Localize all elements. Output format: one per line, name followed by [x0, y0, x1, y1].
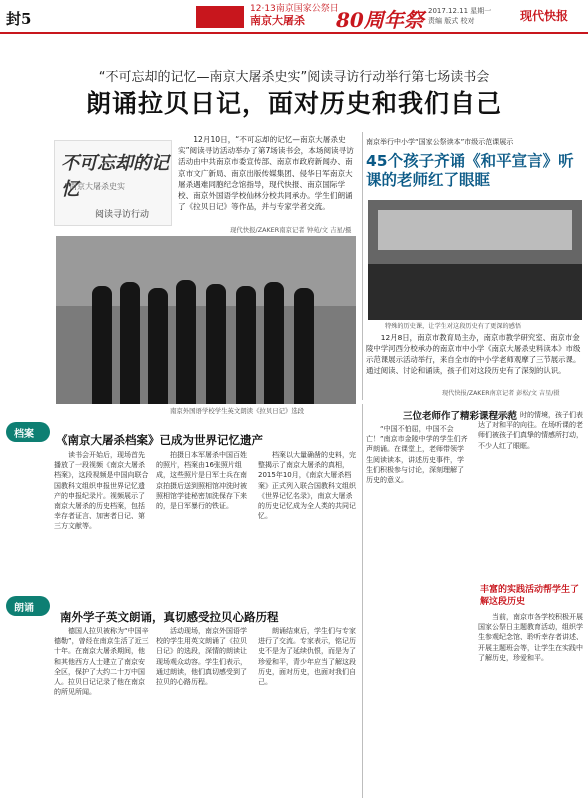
right-column-a: 平宣言》时的情境，孩子们表达了对和平的向往。在场听课的老师们被孩子们真挚的情感所打动，不少人红了眼眶。	[478, 411, 583, 450]
classroom-photo	[368, 200, 582, 320]
section-label: 12·13南京国家公祭日 南京大屠杀	[250, 4, 339, 27]
reading-column-3: 朗诵结束后，学生们与专家进行了交流。专家表示，铭记历史不是为了延续仇恨，而是为了珍爱和平，青少年应当了解这段历史，面对历史，也面对我们自己。	[258, 627, 356, 687]
article-headline: 朗诵拉贝日记，面对历史和我们自己	[85, 89, 502, 118]
column-divider	[362, 132, 363, 400]
teacher-demo-title: 三位老师作了精彩课程示范	[402, 411, 517, 422]
event-logo: 不可忘却的记忆 南京大屠杀史实 阅读寻访行动	[54, 140, 172, 226]
reading-column-1: 德国人拉贝被称为“中国辛德勒”，曾经在南京生活了近三十年。在南京大屠杀期间，他和其他西方人士建立了南京安全区，保护了大约二十万中国人。拉贝日记记录了他在南京的所见所闻。	[54, 627, 149, 697]
issue-date: 2017.12.11 星期一 责编 版式 校对	[428, 7, 492, 25]
practice-subhead: 丰富的实践活动帮学生了解这段历史	[480, 585, 580, 607]
reading-column-2: 活动现场，南京外国语学校的学生用英文朗诵了《拉贝日记》的选段，深情的朗读让现场观众动容。学生们表示，通过朗读，他们真切感受到了拉贝的心路历程。	[156, 627, 247, 687]
byline: 现代快报/ZAKER南京记者 钟苑/文 吉星/摄	[230, 226, 352, 234]
section-reading-title: 南外学子英文朗诵，真切感受拉贝心路历程	[60, 610, 279, 624]
related-headline: 45个孩子齐诵《和平宣言》听课的老师红了眼眶	[366, 152, 574, 189]
article-kicker: “不可忘却的记忆—南京大屠杀史实”阅读寻访行动举行第七场读书会	[98, 70, 490, 85]
section-tag-reading: 朗诵	[6, 596, 50, 616]
related-body: 12月8日，南京市教育局主办，南京市教学研究室、南京市金陵中学河西分校承办的南京市中小学《南京大屠杀史料读本》市级示范课展示活动举行，来自全市的中小学老师观摩了三节展示课。通过阅读、讨论和诵读，孩子们对这段历史有了深刻的认识。	[366, 333, 581, 375]
page-header	[0, 0, 588, 34]
related-subtitle: 南京举行中小学“国家公祭读本”市级示范课展示	[366, 138, 514, 146]
commemoration-badge	[196, 6, 244, 28]
section-tag-archive: 档案	[6, 422, 50, 442]
lead-paragraph: 12月10日，“不可忘却的记忆—南京大屠杀史实”阅读寻访活动举办了第7场读书会，本场阅读寻访活动由中共南京市委宣传部、南京市政府新闻办、南京市文广新局、南京出版传媒集团、侵华日军南京大屠杀遇难同胞纪念馆指导，现代快报、南京国际学校、南京外国语学校仙林分校共同承办。学生们朗诵了《拉贝日记》等作品，并与专家学者交流。	[178, 135, 354, 212]
newspaper-brand: 现代快报	[520, 9, 569, 23]
reading-photo	[56, 236, 356, 404]
related-photo-caption: 特殊的历史课，让学生对这段历史有了更深的感悟	[385, 323, 522, 330]
section-archive-title: 《南京大屠杀档案》已成为世界记忆遗产	[56, 433, 263, 447]
right-column-b: 当前，南京市各学校积极开展国家公祭日主题教育活动，组织学生参观纪念馆、聆听幸存者讲述、开展主题班会等，让学生在实践中了解历史，珍爱和平。	[478, 613, 583, 662]
page-number: 封5	[6, 10, 32, 28]
photo-caption: 南京外国语学校学生英文朗读《拉贝日记》选段	[170, 407, 305, 415]
archive-column-1: 读书会开始后，现场首先播放了一段视频《南京大屠杀档案》，这段视频是中国向联合国教科文组织申报世界记忆遗产的申报纪录片。视频展示了南京大屠杀的历史档案，包括幸存者证言、加害者日记、第三方文献等。	[54, 451, 149, 531]
archive-column-2: 拍摄日本军屠杀中国百姓的照片，档案由16张照片组成，这些照片是日军士兵在南京拍摄后送到照相馆冲洗时被照相馆学徒秘密加洗保存下来的，是日军暴行的铁证。	[156, 451, 247, 511]
teacher-demo-column: “中国不怕屈，中国不会亡！”南京市金陵中学的学生们齐声朗诵。在课堂上，老师带领学生阅读读本，讲述历史事件，学生们积极参与讨论，深刻理解了历史的意义。	[366, 425, 468, 485]
column-divider-lower	[362, 404, 363, 798]
archive-column-3: 档案以大量确凿的史料，完整揭示了南京大屠杀的真相，2015年10月，《南京大屠杀档案》正式列入联合国教科文组织《世界记忆名录》，南京大屠杀的历史记忆成为全人类的共同记忆。	[258, 451, 356, 521]
related-byline: 现代快报/ZAKER南京记者 彭松/文 吉星/摄	[442, 390, 560, 397]
anniversary-title: 80周年祭	[336, 8, 424, 32]
